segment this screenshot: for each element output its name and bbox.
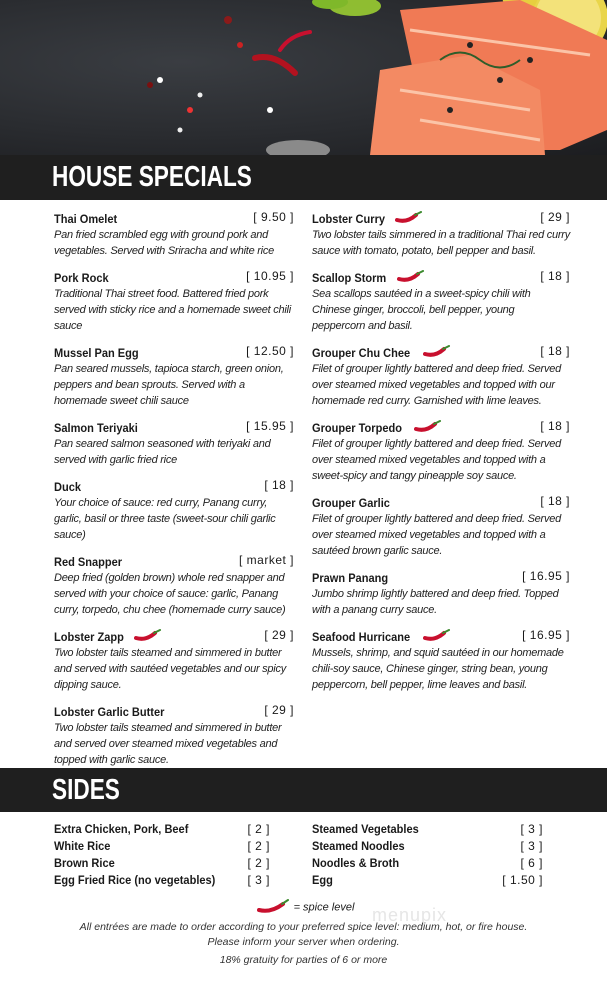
- item-price: [ 9.50 ]: [253, 210, 294, 224]
- sides-header: [0, 768, 607, 812]
- item-description: Filet of grouper lightly battered and deep fried. Served over steamed mixed vegetables and topped with a sweet-spicy and tangy pineapple soy sauce.: [312, 438, 561, 482]
- item-name: Duck: [54, 480, 81, 494]
- side-name: White Rice: [54, 839, 111, 853]
- item-name: Prawn Panang: [312, 571, 389, 585]
- specials-right-column: [312, 210, 570, 703]
- item-price: [ 18 ]: [540, 494, 570, 508]
- item-price: [ 29 ]: [264, 703, 294, 717]
- side-name: Steamed Noodles: [312, 839, 405, 853]
- item-price: [ market ]: [238, 553, 294, 567]
- side-price: [ 3 ]: [247, 873, 270, 887]
- item-description: Two lobster tails simmered in a traditional Thai red curry sauce with tomato, potato, bell pepper and basil.: [312, 229, 570, 257]
- specials-left-column: [54, 210, 294, 778]
- menu-item: [312, 344, 570, 409]
- menu-item: [312, 419, 570, 484]
- item-description: Mussels, shrimp, and squid sautéed in our homemade chili-soy sauce, Chinese ginger, string bean, young peppercorn, bell pepper, lime leaves and basil.: [312, 647, 564, 691]
- side-item: [312, 822, 543, 839]
- item-name: Lobster Garlic Butter: [54, 705, 165, 719]
- side-price: [ 3 ]: [520, 839, 543, 853]
- menu-item: [54, 553, 294, 618]
- menu-item: [54, 478, 294, 543]
- sides-left-column: [54, 822, 270, 890]
- item-price: [ 18 ]: [264, 478, 294, 492]
- side-name: Egg: [312, 873, 333, 887]
- item-description: Two lobster tails steamed and simmered in butter and served over steamed mixed vegetables and topped with garlic sauce.: [54, 722, 282, 766]
- chili-pepper-icon: [423, 628, 451, 646]
- item-description: Deep fried (golden brown) whole red snapper and served with your choice of sauce: garlic, Panang curry, torpedo, chu chee (homemade curry sauce): [54, 572, 286, 616]
- item-description: Filet of grouper lightly battered and deep fried. Served over steamed mixed vegetables and topped with a sautéed brown garlic sauce.: [312, 513, 561, 557]
- item-price: [ 16.95 ]: [522, 569, 570, 583]
- item-description: Two lobster tails steamed and simmered in butter and served with sautéed vegetables and our spicy dipping sauce.: [54, 647, 286, 691]
- item-price: [ 29 ]: [264, 628, 294, 642]
- house-specials-header: [0, 155, 607, 200]
- chili-pepper-icon: [257, 899, 291, 916]
- item-price: [ 16.95 ]: [522, 628, 570, 642]
- salmon-illustration: [0, 0, 607, 155]
- side-price: [ 2 ]: [247, 856, 270, 870]
- side-item: [54, 873, 270, 890]
- item-name: Red Snapper: [54, 555, 123, 569]
- side-name: Extra Chicken, Pork, Beef: [54, 822, 189, 836]
- item-price: [ 12.50 ]: [246, 344, 294, 358]
- item-price: [ 29 ]: [540, 210, 570, 224]
- item-name: Lobster Curry: [312, 212, 386, 227]
- chili-pepper-icon: [423, 344, 451, 362]
- item-description: Jumbo shrimp lightly battered and deep fried. Topped with a panang curry sauce.: [312, 588, 559, 616]
- hero-photo: [0, 0, 607, 155]
- side-item: [312, 873, 543, 890]
- chili-pepper-icon: [397, 269, 425, 287]
- item-name: Scallop Storm: [312, 271, 387, 286]
- item-name: Salmon Teriyaki: [54, 421, 138, 435]
- item-price: [ 15.95 ]: [246, 419, 294, 433]
- side-price: [ 1.50 ]: [502, 873, 543, 887]
- item-name: Grouper Garlic: [312, 496, 390, 510]
- item-name: Thai Omelet: [54, 212, 118, 226]
- side-price: [ 2 ]: [247, 822, 270, 836]
- item-description: Sea scallops sautéed in a sweet-spicy chili with Chinese ginger, broccoli, bell pepper, young peppercorn and basil.: [312, 288, 531, 332]
- item-description: Pan seared salmon seasoned with teriyaki and served with garlic fried rice: [54, 438, 271, 466]
- menu-item: [312, 569, 570, 618]
- menu-item: [54, 210, 294, 259]
- item-name: Seafood Hurricane: [312, 630, 411, 645]
- chili-pepper-icon: [414, 419, 442, 437]
- menu-item: [312, 269, 570, 334]
- section-title: SIDES: [52, 774, 120, 806]
- side-price: [ 2 ]: [247, 839, 270, 853]
- footer-note: All entrées are made to order according to your preferred spice level: medium, hot, or fire house.: [79, 921, 528, 933]
- item-description: Pan fried scrambled egg with ground pork and vegetables. Served with Sriracha and white rice: [54, 229, 274, 257]
- watermark: menupix: [372, 905, 448, 925]
- side-price: [ 3 ]: [520, 822, 543, 836]
- item-name: Grouper Chu Chee: [312, 346, 411, 361]
- chili-pepper-icon: [134, 628, 162, 646]
- item-name: Pork Rock: [54, 271, 109, 285]
- spice-legend: [0, 899, 607, 916]
- side-name: Steamed Vegetables: [312, 822, 419, 836]
- section-title: HOUSE SPECIALS: [52, 161, 252, 193]
- chili-pepper-icon: [395, 210, 423, 228]
- side-name: Brown Rice: [54, 856, 115, 870]
- item-description: Your choice of sauce: red curry, Panang curry, garlic, basil or three taste (sweet-sour chili garlic sauce): [54, 497, 276, 541]
- side-item: [54, 822, 270, 839]
- item-price: [ 18 ]: [540, 419, 570, 433]
- item-price: [ 10.95 ]: [246, 269, 294, 283]
- item-description: Pan seared mussels, tapioca starch, green onion, peppers and bean sprouts. Served with a homemade sweet chili sauce: [54, 363, 284, 407]
- menu-item: [312, 628, 570, 693]
- legend-text: = spice level: [293, 901, 355, 914]
- menu-item: [54, 419, 294, 468]
- item-name: Grouper Torpedo: [312, 421, 402, 436]
- item-description: Traditional Thai street food. Battered fried pork served with sticky rice and a homemade sweet chili sauce: [54, 288, 291, 332]
- menu-item: [312, 494, 570, 559]
- item-price: [ 18 ]: [540, 344, 570, 358]
- side-item: [312, 856, 543, 873]
- side-name: Noodles & Broth: [312, 856, 400, 870]
- menu-item: [312, 210, 570, 259]
- side-item: [54, 856, 270, 873]
- side-price: [ 6 ]: [520, 856, 543, 870]
- gratuity-note: 18% gratuity for parties of 6 or more: [219, 954, 388, 966]
- item-name: Mussel Pan Egg: [54, 346, 139, 360]
- side-item: [54, 839, 270, 856]
- item-name: Lobster Zapp: [54, 630, 124, 645]
- sides-right-column: [312, 822, 543, 890]
- menu-item: [54, 628, 294, 693]
- item-price: [ 18 ]: [540, 269, 570, 283]
- menu-item: [54, 269, 294, 334]
- side-item: [312, 839, 543, 856]
- footer-note: Please inform your server when ordering.: [207, 936, 400, 948]
- menu-item: [54, 703, 294, 768]
- item-description: Filet of grouper lightly battered and deep fried. Served over steamed mixed vegetables and topped with our homemade red curry. Garnished with lime leaves.: [312, 363, 561, 407]
- side-name: Egg Fried Rice (no vegetables): [54, 873, 216, 887]
- menu-item: [54, 344, 294, 409]
